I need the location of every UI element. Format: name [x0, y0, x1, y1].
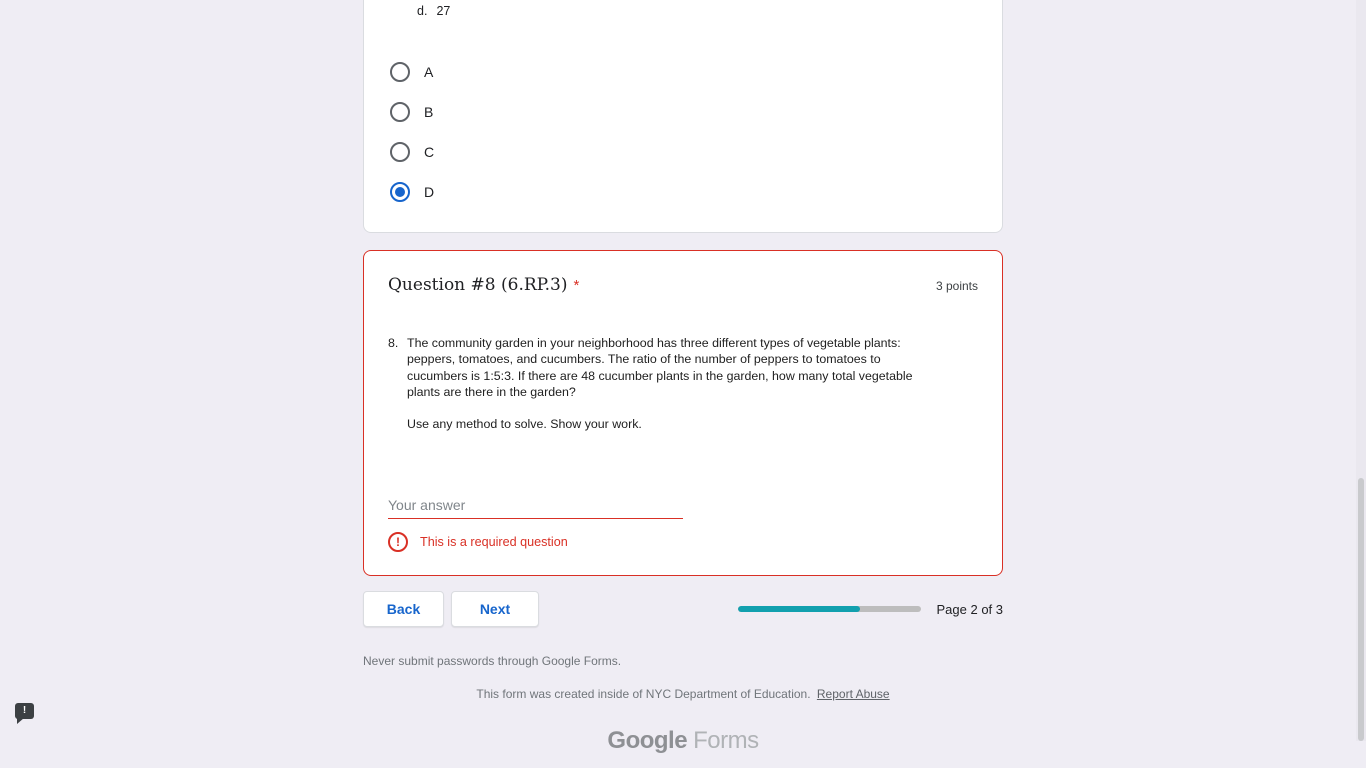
question-8-card [363, 250, 1003, 576]
question-text-column [407, 335, 917, 432]
radio-option-c[interactable] [390, 132, 978, 172]
logo-google-wordmark: Google [607, 727, 688, 754]
radio-button-icon[interactable] [390, 102, 410, 122]
radio-button-icon[interactable] [390, 142, 410, 162]
page-indicator: Page 2 of 3 [936, 601, 1003, 617]
question-title-line [388, 275, 579, 295]
report-abuse-link[interactable]: Report Abuse [816, 687, 890, 701]
password-warning: Never submit passwords through Google Forms. [363, 654, 622, 668]
progress-bar-fill [738, 606, 861, 612]
choice-label: D [424, 184, 435, 200]
back-button[interactable]: Back [363, 591, 444, 627]
next-button[interactable]: Next [451, 591, 539, 627]
question-number: 8. [388, 336, 399, 350]
question-body [388, 335, 978, 432]
error-message: This is a required question [420, 535, 568, 550]
report-problem-button[interactable] [15, 703, 34, 719]
question-title: Question #8 (6.RP.3) [388, 275, 568, 295]
required-asterisk: * [573, 277, 580, 294]
choice-label: A [424, 64, 434, 80]
question-7-card [363, 0, 1003, 233]
radio-button-icon[interactable] [390, 62, 410, 82]
option-letter: d. [417, 4, 428, 18]
question-instruction: Use any method to solve. Show your work. [407, 417, 642, 432]
navigation-row [363, 591, 1003, 627]
answer-input[interactable] [388, 494, 683, 519]
google-forms-logo [0, 727, 1366, 755]
answer-field-wrap [388, 494, 978, 519]
choice-label: C [424, 144, 435, 160]
choice-label: B [424, 104, 434, 120]
radio-option-a[interactable] [390, 52, 978, 92]
validation-error-row [388, 532, 978, 552]
radio-option-d[interactable] [390, 172, 978, 212]
answer-option-d-line [417, 4, 978, 18]
form-origin-notice [0, 687, 1366, 701]
created-notice-text: This form was created inside of NYC Department of Education. [476, 687, 811, 701]
scrollbar-thumb[interactable] [1358, 478, 1364, 741]
question-header [388, 275, 978, 295]
progress-bar [738, 606, 921, 612]
option-value: 27 [436, 4, 451, 18]
error-icon: ! [388, 532, 408, 552]
radio-option-b[interactable] [390, 92, 978, 132]
scrollbar-track[interactable] [1356, 0, 1366, 741]
points-badge: 3 points [935, 279, 978, 293]
form-content-column [363, 0, 1003, 668]
logo-forms-wordmark: Forms [693, 727, 759, 754]
multiple-choice-group [388, 52, 978, 212]
radio-button-icon[interactable] [390, 182, 410, 202]
report-problem-icon: ! [22, 705, 27, 716]
question-text: The community garden in your neighborhood has three different types of vegetable plants: peppers, tomatoes, and cucumbers. The ratio of the number of peppers to tomatoes to cucumbers is 1:5:3. If there are 48 cucumber plants in the garden, how many total vegetable plants are there in the garden? [407, 336, 913, 399]
